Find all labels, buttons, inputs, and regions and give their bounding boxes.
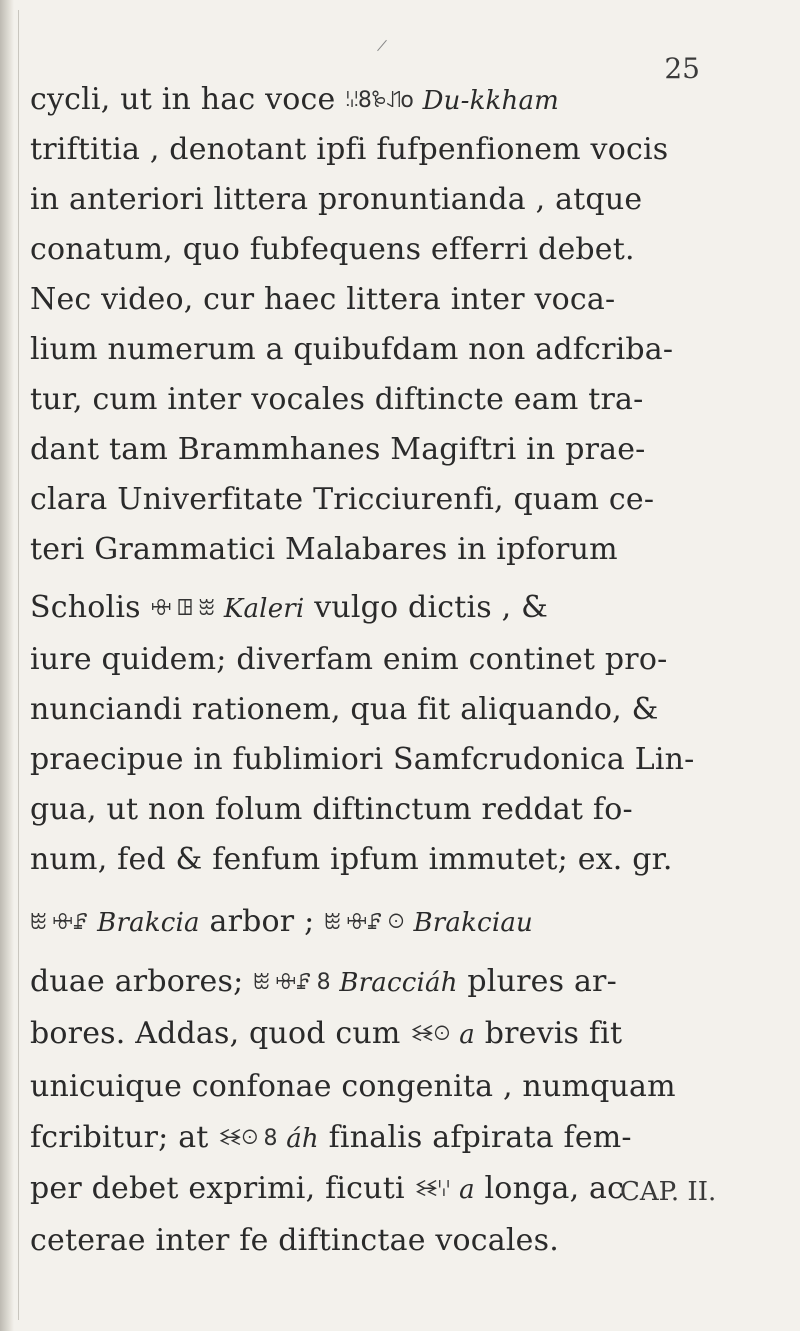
line-text: per debet exprimi, ficuti (30, 1171, 405, 1206)
line-text: clara Univerfitate Tricciurenfi, quam ce- (30, 482, 655, 517)
text-line (30, 742, 694, 778)
line-text-end: finalis afpirata fem- (328, 1120, 632, 1155)
line-text: ceterae inter fe diftinctae vocales. (30, 1223, 559, 1258)
text-line (30, 1016, 622, 1053)
malayalam-word: ꖺ ꗳꗕ ꖴ (324, 910, 404, 935)
text-line (30, 904, 533, 941)
malayalam-word: ꘒꖴ (410, 1022, 450, 1047)
text-line (30, 232, 635, 268)
line-text: gua, ut non folum diftinctum reddat fo- (30, 792, 633, 827)
line-text: Nec video, cur haec littera inter voca- (30, 282, 616, 317)
text-line (30, 332, 673, 368)
line-text: Scholis (30, 590, 141, 625)
line-text-end: brevis fit (484, 1016, 623, 1051)
text-line (30, 82, 559, 119)
line-text: praecipue in fublimiori Samfcrudonica Lin- (30, 742, 695, 777)
line-text: teri Grammatici Malabares in ipforum (30, 532, 618, 567)
text-line (30, 590, 548, 627)
ink-mark (377, 40, 387, 51)
text-line (30, 642, 667, 678)
text-line (30, 842, 673, 878)
malayalam-word: ꘒꗷ (414, 1177, 450, 1202)
malayalam-word: ꗳ ꖸ ꖿ (150, 596, 215, 621)
line-text-end: longa, ac (484, 1171, 625, 1206)
line-text: tur, cum inter vocales diftincte eam tra- (30, 382, 644, 417)
line-text-end: arbor ; (209, 904, 315, 939)
text-line (30, 482, 654, 518)
malayalam-word: ꘒꖴ 8 (218, 1126, 277, 1151)
line-text-end: plures ar- (467, 964, 617, 999)
text-line (30, 282, 615, 318)
line-text: unicuique confonae congenita , numquam (30, 1069, 676, 1104)
malayalam-word: ꗹ8ꘟꘗo (345, 88, 413, 113)
text-line (30, 1223, 559, 1259)
transliteration: áh (286, 1124, 319, 1154)
line-text: dant tam Brammhanes Magiftri in prae- (30, 432, 646, 467)
book-spine-shadow (0, 0, 14, 1331)
text-line (30, 432, 646, 468)
text-line (30, 692, 659, 728)
text-line (30, 182, 642, 218)
spine-rule (18, 10, 19, 1320)
text-line (30, 1069, 676, 1105)
page-number: 25 (664, 52, 700, 85)
text-line (30, 1171, 624, 1208)
line-text: duae arbores; (30, 964, 244, 999)
text-line (30, 1120, 632, 1157)
line-text: in anteriori littera pronuntianda , atque (30, 182, 643, 217)
text-line (30, 132, 668, 168)
text-line (30, 792, 633, 828)
line-text-end: vulgo dictis , & (314, 590, 549, 625)
transliteration: Kaleri (223, 594, 305, 624)
text-line (30, 964, 617, 1001)
line-text: fcribitur; at (30, 1120, 209, 1155)
line-text: iure quidem; diverfam enim continet pro- (30, 642, 668, 677)
line-text: cycli, ut in hac voce (30, 82, 336, 117)
transliteration: Du-kkham (422, 86, 560, 116)
transliteration: Bracciáh (339, 968, 458, 998)
catchword: CAP. II. (620, 1177, 717, 1207)
transliteration: Brakciau (413, 908, 533, 938)
malayalam-word: ꖺ ꗳꗕ 8 (253, 970, 330, 995)
line-text: bores. Addas, quod cum (30, 1016, 401, 1051)
text-line (30, 532, 618, 568)
text-line (30, 382, 643, 418)
line-text: nunciandi rationem, qua fit aliquando, & (30, 692, 659, 727)
line-text: num, fed & fenfum ipfum immutet; ex. gr. (30, 842, 673, 877)
transliteration: a (459, 1175, 475, 1205)
line-text: triftitia , denotant ipfi fufpenfionem vocis (30, 132, 669, 167)
transliteration: Brakcia (97, 908, 200, 938)
malayalam-word: ꖺ ꗳꗕ (30, 910, 88, 935)
line-text: lium numerum a quibufdam non adfcriba- (30, 332, 674, 367)
transliteration: a (459, 1020, 475, 1050)
line-text: conatum, quo fubfequens efferri debet. (30, 232, 635, 267)
